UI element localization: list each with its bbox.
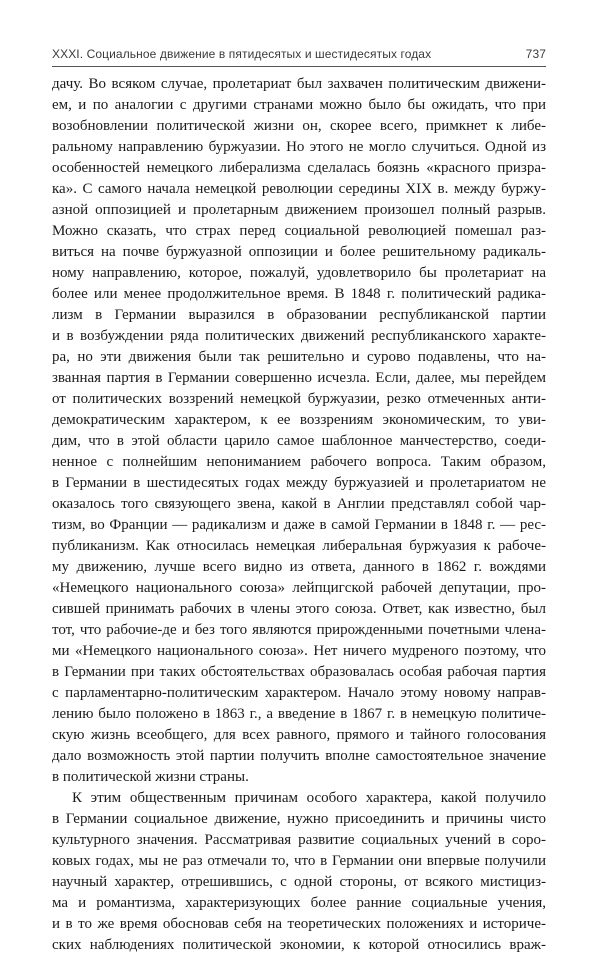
text-line: азной оппозицией и пролетарным движением произошел полный разрыв. bbox=[52, 202, 546, 218]
text-line: ному направлению, которое, пожалуй, удовлетворило бы пролетариат на bbox=[52, 265, 546, 281]
header-rule bbox=[52, 66, 546, 67]
text-line: ми «Немецкого национального союза». Нет ничего мудреного поэтому, что bbox=[52, 643, 546, 659]
text-line: дачу. Во всяком случае, пролетариат был захвачен политическим движени- bbox=[52, 76, 546, 92]
text-line: К этим общественным причинам особого характера, какой получило bbox=[72, 790, 546, 806]
text-line: демократическим характером, к ее воззрениям экономическим, то уви- bbox=[52, 412, 546, 428]
text-line: дим, что в этой области царило самое шаблонное манчестерство, соеди- bbox=[52, 433, 546, 449]
text-line: дало возможность этой партии получить вполне самостоятельное значение bbox=[52, 748, 546, 764]
text-line: ральному направлению буржуазии. Но этого не могло случиться. Одной из bbox=[52, 139, 546, 155]
text-line: в Германии при таких обстоятельствах образовалась особая рабочая партия bbox=[52, 664, 546, 680]
text-line: «Немецкого национального союза» лейпцигской рабочей депутации, про- bbox=[52, 580, 546, 596]
text-line: лению было положено в 1863 г., а введение в 1867 г. в немецкую политиче- bbox=[52, 706, 546, 722]
text-line: публиканизм. Как относилась немецкая либеральная буржуазия к рабоче- bbox=[52, 538, 546, 554]
text-line: ских наблюдениях политической экономии, к которой относились враж- bbox=[52, 937, 546, 953]
text-line: му движению, лучше всего видно из ответа, данного в 1862 г. вождями bbox=[52, 559, 546, 575]
text-line: ра, но эти движения были так решительно и сурово подавлены, что на- bbox=[52, 349, 546, 365]
chapter-title: XXXI. Социальное движение в пятидесятых и шестидесятых годах bbox=[52, 47, 432, 61]
paragraph bbox=[52, 788, 546, 956]
text-line: более или менее продолжительное время. В 1848 г. политический радика- bbox=[52, 286, 546, 302]
text-line: ненное с полнейшим непониманием рабочего вопроса. Таким образом, bbox=[52, 454, 546, 470]
text-line: оказалось того связующего звена, какой в Англии представлял собой чар- bbox=[52, 496, 546, 512]
text-line: Можно сказать, что страх перед социальной революцией помешал раз- bbox=[52, 223, 546, 239]
text-line: сившей принимать рабочих в члены этого союза. Ответ, как известно, был bbox=[52, 601, 546, 617]
text-line: возобновлении политической жизни он, скорее всего, примкнет к либе- bbox=[52, 118, 546, 134]
text-line: тизм, во Франции — радикализм и даже в самой Германии в 1848 г. — рес- bbox=[52, 517, 546, 533]
text-line: с парламентарно-политическим характером. Начало этому новому направ- bbox=[52, 685, 546, 701]
text-line: ка». С самого начала немецкой революции середины XIX в. между буржу- bbox=[52, 181, 546, 197]
paragraph bbox=[52, 74, 546, 788]
text-line: в Германии в шестидесятых годах между буржуазией и пролетариатом не bbox=[52, 475, 546, 491]
text-line: тот, что рабочие-де и без того являются прирожденными почетными члена- bbox=[52, 622, 546, 638]
text-line: в Германии социальное движение, нужно присоединить и причины чисто bbox=[52, 811, 546, 827]
page-number: 737 bbox=[525, 47, 546, 61]
text-line: научный характер, отрешившись, с одной стороны, от всякого мистициз- bbox=[52, 874, 546, 890]
text-line: ковых годах, мы не раз отмечали то, что в Германии они впервые получили bbox=[52, 853, 546, 869]
text-line: лизм в Германии выразился в образовании республиканской партии bbox=[52, 307, 546, 323]
text-line: культурного значения. Рассматривая развитие социальных учений в соро- bbox=[52, 832, 546, 848]
text-line: виться на почве буржуазной оппозиции и более решительному радикаль- bbox=[52, 244, 546, 260]
text-line: в политической жизни страны. bbox=[52, 769, 249, 785]
text-line: скую жизнь всеобщего, для всех равного, прямого и тайного голосования bbox=[52, 727, 546, 743]
text-line: званная партия в Германии совершенно исчезла. Если, далее, мы перейдем bbox=[52, 370, 546, 386]
text-line: ма и романтизма, характеризующих более ранние социальные учения, bbox=[52, 895, 546, 911]
text-line: от политических воззрений немецкой буржуазии, резко отмеченных анти- bbox=[52, 391, 546, 407]
text-line: и в то же время обосновав себя на теоретических положениях и историче- bbox=[52, 916, 546, 932]
text-line: особенностей немецкого либерализма сделалась боязнь «красного призра- bbox=[52, 160, 546, 176]
text-line: ем, и по аналогии с другими странами можно было бы ожидать, что при bbox=[52, 97, 546, 113]
body-text bbox=[52, 74, 546, 956]
text-line: и в возбуждении ряда политических движений республиканского характе- bbox=[52, 328, 546, 344]
